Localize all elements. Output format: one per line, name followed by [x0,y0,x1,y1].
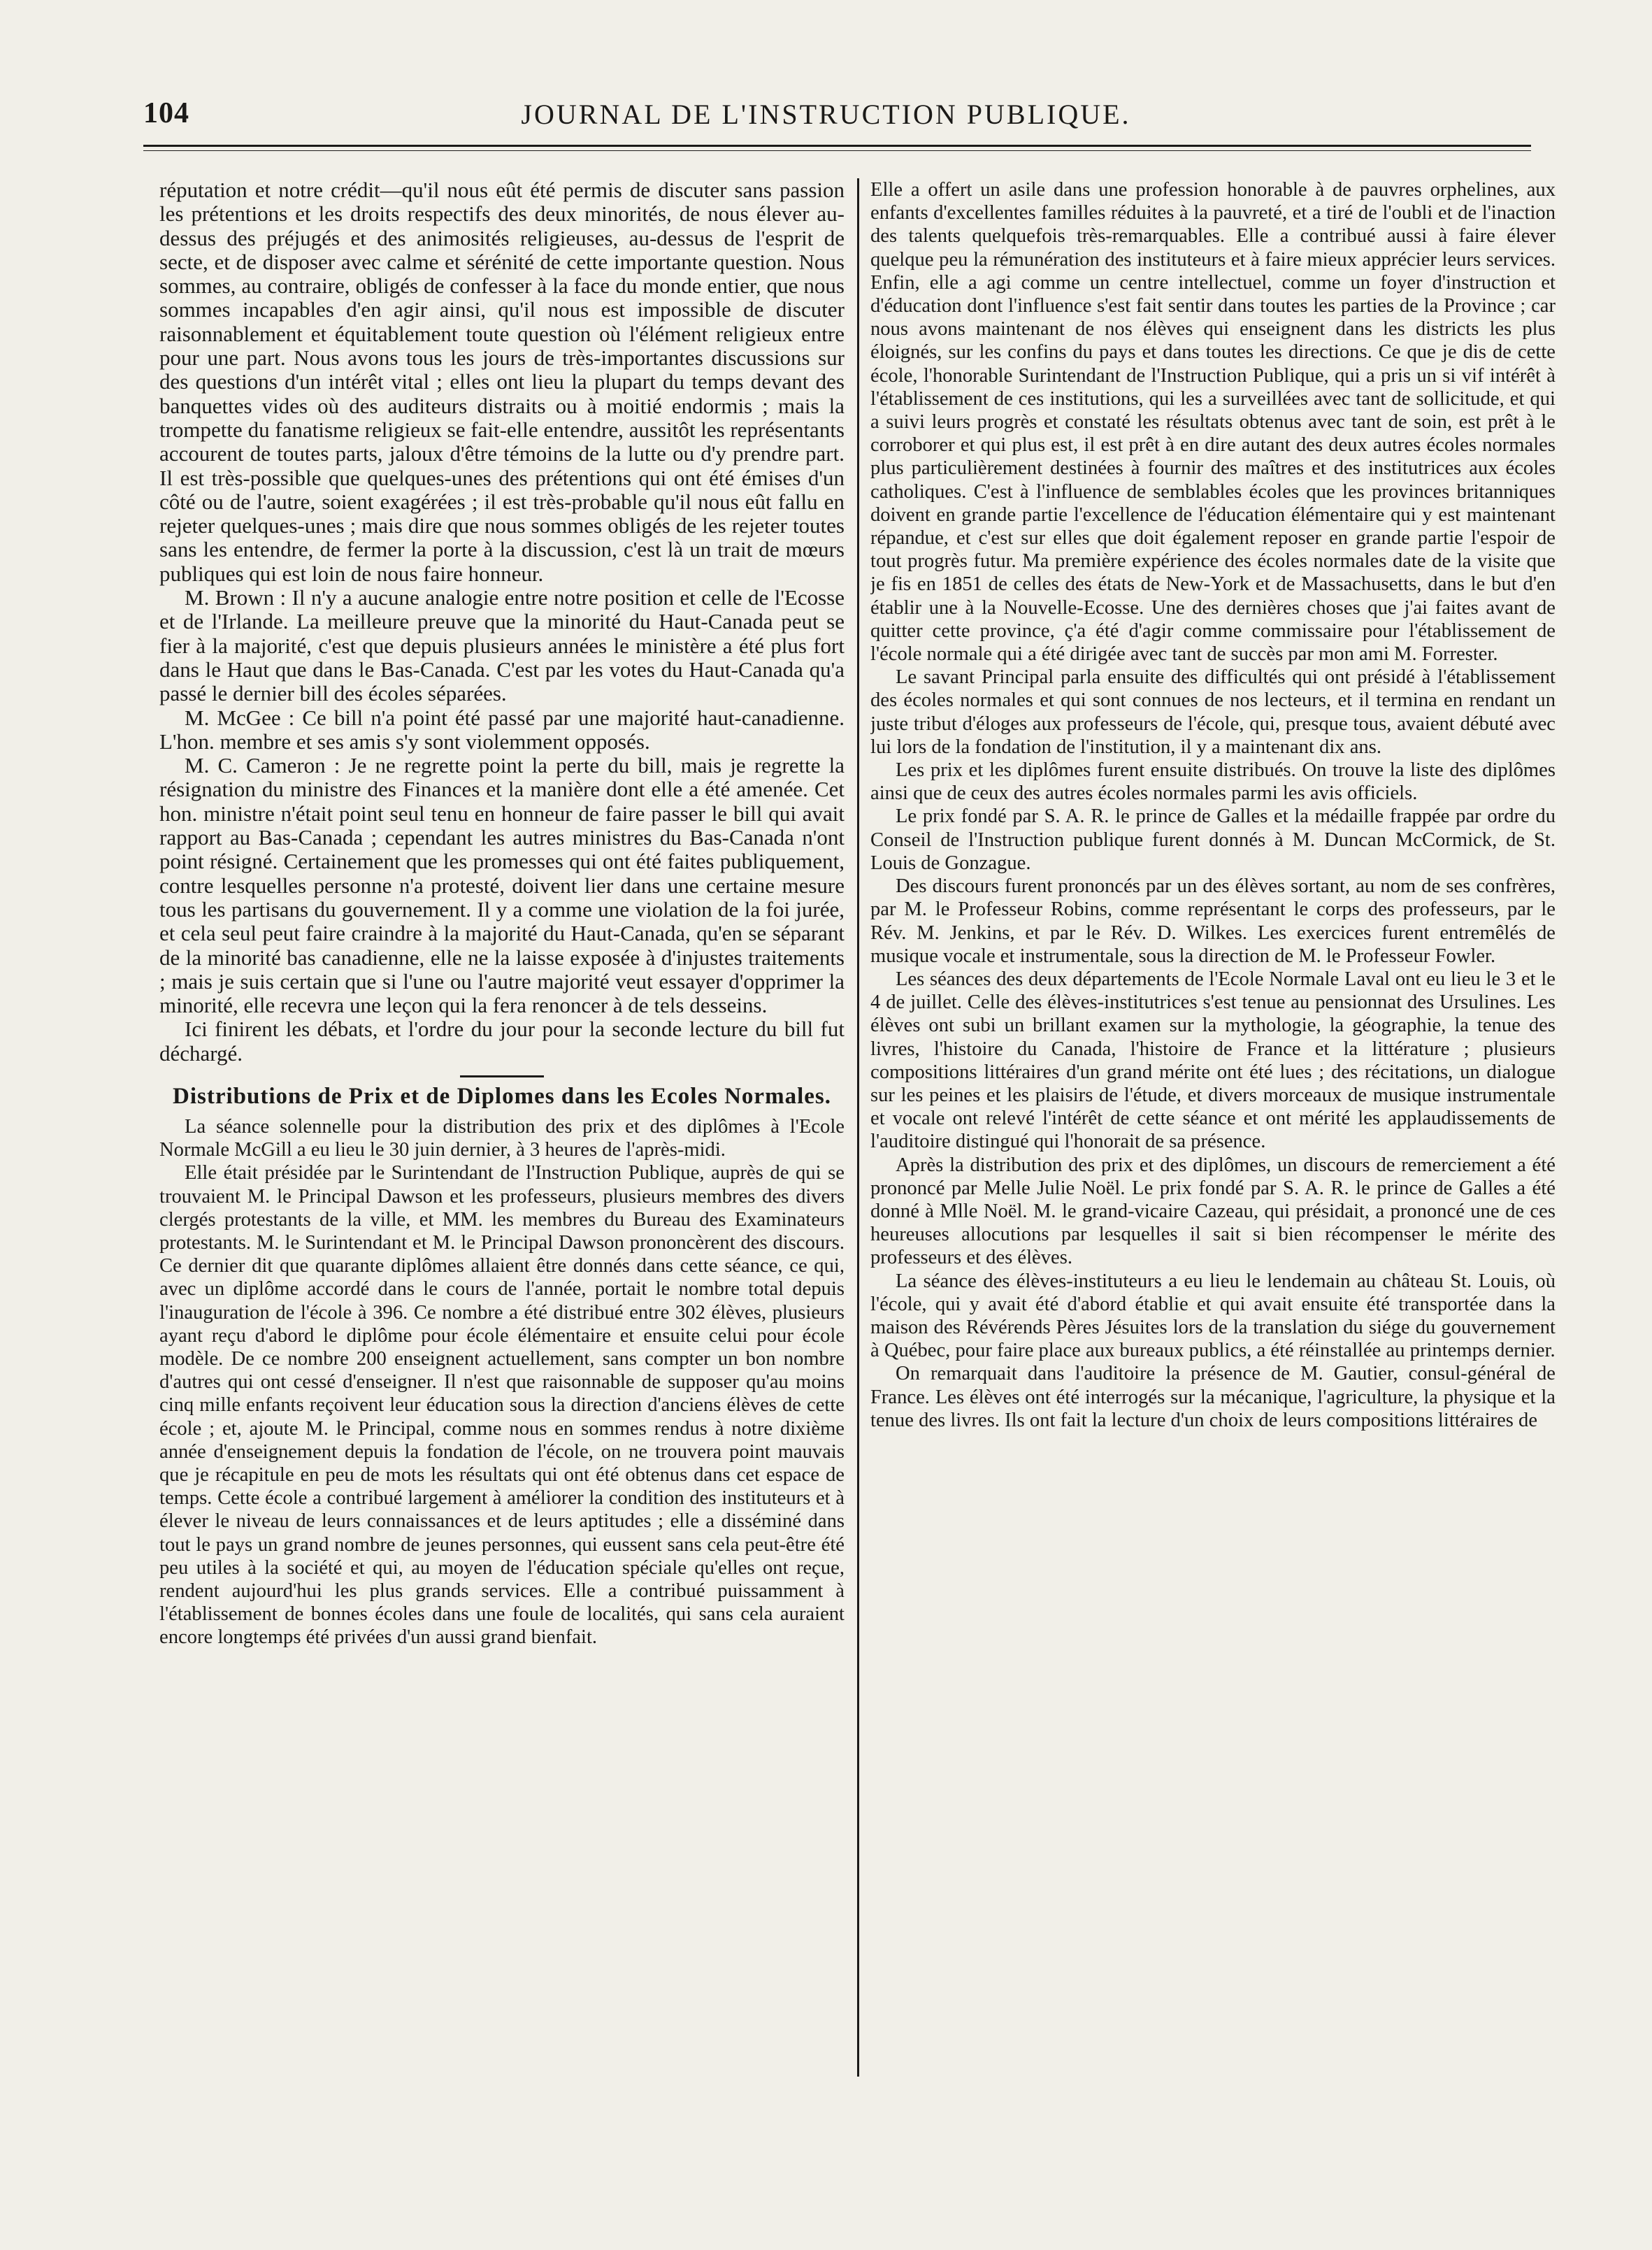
paragraph: Le savant Principal parla ensuite des difficultés qui ont présidé à l'établissement des écoles normales et qui sont connues de nos lecteurs, et il termina en rendant un juste tribut d'éloges aux professeurs de l'école, qui, presque tous, avaient débuté avec lui lors de la fondation de l'institution, il y a maintenant dix ans. [870,666,1556,758]
paragraph: La séance solennelle pour la distribution des prix et des diplômes à l'Ecole Normale McGill a eu lieu le 30 juin dernier, à 3 heures de l'après-midi. [159,1115,845,1161]
paragraph: Des discours furent prononcés par un des élèves sortant, au nom de ses confrères, par M. le Professeur Robins, comme représentant le corps des professeurs, par le Rév. M. Jenkins, et par le Rév. D. Wilkes. Les exercices furent entremêlés de musique vocale et instrumentale, sous la direction de M. le Professeur Fowler. [870,875,1556,967]
left-column [159,178,845,2133]
column-divider [857,178,859,2077]
header-rule-thin [143,150,1531,151]
paragraph: M. C. Cameron : Je ne regrette point la perte du bill, mais je regrette la résignation du ministre des Finances et la manière dont elle a été amenée. Cet hon. ministre n'était point seul tenu en honneur de faire passer le bill qui avait rapport au Bas-Canada ; cependant les autres ministres du Bas-Canada n'ont point résigné. Certainement que les promesses qui ont été faites publiquement, contre lesquelles personne n'a protesté, doivent lier dans une certaine mesure tous les partisans du gouvernement. Il y a comme une violation de la foi jurée, et cela seul peut faire craindre à la majorité du Haut-Canada, qu'en se séparant de la minorité bas canadienne, elle ne la laisse exposée à d'injustes traitements ; mais je suis certain que si l'une ou l'autre majorité veut essayer d'opprimer la minorité, elle recevra une leçon qui la fera renoncer à de tels desseins. [159,753,845,1018]
paragraph: On remarquait dans l'auditoire la présence de M. Gautier, consul-général de France. Les élèves ont été interrogés sur la mécanique, l'agriculture, la physique et la tenue des livres. Ils ont fait la lecture d'un choix de leurs compositions littéraires de [870,1363,1556,1431]
paragraph: La séance des élèves-instituteurs a eu lieu le lendemain au château St. Louis, où l'école, qui y avait été d'abord établie et qui avait ensuite été transportée dans la maison des Révérends Pères Jésuites lors de la translation du siége du gouvernement à Québec, pour faire place aux bureaux publics, a été réinstallée au printemps dernier. [870,1270,1556,1362]
debate-section [159,178,845,1066]
paragraph: M. McGee : Ce bill n'a point été passé par une majorité haut-canadienne. L'hon. membre et ses amis s'y sont violemment opposés. [159,705,845,754]
section-divider [460,1075,544,1077]
paragraph: M. Brown : Il n'y a aucune analogie entre notre position et celle de l'Ecosse et de l'Irlande. La meilleure preuve que la minorité du Haut-Canada peut se fier à la majorité, c'est que depuis plusieurs années le ministère a été plus fort dans le Haut que dans le Bas-Canada. C'est par les votes du Haut-Canada qu'a passé le dernier bill des écoles séparées. [159,585,845,706]
section-title: Distributions de Prix et de Diplomes dans les Ecoles Normales. [173,1083,831,1109]
header-rule [143,145,1531,147]
running-head: JOURNAL DE L'INSTRUCTION PUBLIQUE. [521,99,1131,130]
right-column [870,178,1556,2133]
paragraph: Les prix et les diplômes furent ensuite distribués. On trouve la liste des diplômes ainsi que de ceux des autres écoles normales parmi les avis officiels. [870,759,1556,805]
page-number: 104 [143,97,189,129]
paragraph: Elle était présidée par le Surintendant de l'Instruction Publique, auprès de qui se trouvaient M. le Principal Dawson et les professeurs, plusieurs membres des divers clergés protestants de la ville, et MM. les membres du Bureau des Examinateurs protestants. M. le Surintendant et M. le Principal Dawson prononcèrent des discours. Ce dernier dit que quarante diplômes allaient être donnés dans cette séance, ce qui, avec un diplôme accordé dans le cours de l'année, portait le nombre total depuis l'inauguration de l'école à 396. Ce nombre a été distribué entre 302 élèves, plusieurs ayant reçu d'abord le diplôme pour école élémentaire et ensuite celui pour école modèle. De ce nombre 200 enseignent actuellement, sans compter un bon nombre d'autres qui ont cessé d'enseigner. Il n'est que raisonnable de supposer qu'au moins cinq mille enfants reçoivent leur éducation sous la direction d'anciens élèves de cette école ; et, ajoute M. le Principal, comme nous en sommes rendus à notre dixième année d'enseignement depuis la fondation de l'école, on ne trouvera point mauvais que je récapitule en peu de mots les résultats qui ont été obtenus dans cet espace de temps. Cette école a contribué largement à améliorer la condition des instituteurs et à élever le niveau de leurs connaissances et de leurs aptitudes ; elle a disséminé dans tout le pays un grand nombre de jeunes personnes, qui eussent sans cela peut-être été peu utiles à la société et qui, au moyen de l'éducation spéciale qu'elles ont reçue, rendent aujourd'hui les plus grands services. Elle a contribué puissamment à l'établissement de bonnes écoles dans une foule de localités, qui sans cela auraient encore longtemps été privées d'un aussi grand bienfait. [159,1162,845,1649]
paragraph: Ici finirent les débats, et l'ordre du jour pour la seconde lecture du bill fut déchargé. [159,1017,845,1066]
paragraph: Elle a offert un asile dans une profession honorable à de pauvres orphelines, aux enfants d'excellentes familles réduites à la pauvreté, et a tiré de l'oubli et de l'inaction des talents quelquefois très-remarquables. Elle a contribué aussi à faire élever quelque peu la rémunération des instituteurs et à faire mieux apprécier leurs services. Enfin, elle a agi comme un centre intellectuel, comme un foyer d'instruction et d'éducation dont l'influence s'est fait sentir dans toutes les parties de la Province ; car nous avons maintenant de nos élèves qui enseignent dans les districts les plus éloignés, sur les confins du pays et dans toutes les directions. Ce que je dis de cette école, l'honorable Surintendant de l'Instruction Publique, qui a pris un si vif intérêt à l'établissement de ces institutions, qui les a surveillées avec tant de sollicitude, et qui a suivi leurs progrès et constaté les résultats obtenus avec tant de soin, est prêt à le corroborer et qui plus est, il est prêt à en dire autant des deux autres écoles normales plus particulièrement destinées à fournir des maîtres et des institutrices aux écoles catholiques. C'est à l'influence de semblables écoles que les provinces britanniques doivent en grande partie l'excellence de l'éducation élémentaire qui y est maintenant répandue, et c'est sur elles que doit également reposer en grande partie l'espoir de tout progrès futur. Ma première expérience des écoles normales date de la visite que je fis en 1851 de celles des états de New-York et de Massachusetts, dans le but d'en établir une à la Nouvelle-Ecosse. Une des dernières choses que j'ai faites avant de quitter cette province, ç'a été d'agir comme commissaire pour l'établissement de l'école normale qui a été dirigée avec tant de succès par mon ami M. Forrester. [870,179,1556,666]
paragraph: réputation et notre crédit—qu'il nous eût été permis de discuter sans passion les prétentions et les droits respectifs des deux minorités, de nous élever au-dessus des préjugés et des animosités religieuses, au-dessus de l'esprit de secte, et de disposer avec calme et sérénité de cette importante question. Nous sommes, au contraire, obligés de confesser à la face du monde entier, que nous sommes incapables d'en agir ainsi, qu'il nous est impossible de discuter raisonnablement et équitablement toute question où l'élément religieux entre pour une part. Nous avons tous les jours de très-importantes discussions sur des questions d'un intérêt vital ; elles ont lieu la plupart du temps devant des banquettes vides où des auditeurs distraits ou à moitié endormis ; mais la trompette du fanatisme religieux se fait-elle entendre, aussitôt les représentants accourent de toutes parts, jaloux d'être témoins de la lutte ou d'y prendre part. Il est très-possible que quelques-unes des prétentions qui ont été émises d'un côté ou de l'autre, soient exagérées ; il est très-probable qu'il nous eût fallu en rejeter quelques-unes ; mais dire que nous sommes obligés de les rejeter toutes sans les entendre, de fermer la porte à la discussion, c'est là un trait de mœurs publiques qui est loin de nous faire honneur. [159,178,845,586]
paragraph: Les séances des deux départements de l'Ecole Normale Laval ont eu lieu le 3 et le 4 de juillet. Celle des élèves-institutrices s'est tenue au pensionnat des Ursulines. Les élèves ont subi un brillant examen sur la mythologie, la géographie, la tenue des livres, l'histoire du Canada, l'histoire de France et la littérature ; plusieurs compositions littéraires d'un grand mérite ont été lues ; des récitations, un dialogue sur les peines et les plaisirs de l'étude, et divers morceaux de musique instrumentale et vocale ont relevé l'intérêt de cette séance et ont mérité les applaudissements de l'auditoire distingué qui l'honorait de sa présence. [870,968,1556,1153]
paragraph: Le prix fondé par S. A. R. le prince de Galles et la médaille frappée par ordre du Conseil de l'Instruction publique furent donnés à M. Duncan McCormick, de St. Louis de Gonzague. [870,805,1556,874]
paragraph: Après la distribution des prix et des diplômes, un discours de remerciement a été prononcé par Melle Julie Noël. Le prix fondé par S. A. R. le prince de Galles a été donné à Mlle Noël. M. le grand-vicaire Cazeau, qui présidait, a prononcé une de ces heureuses allocutions par lesquelles il sait si bien récompenser le mérite des professeurs et des élèves. [870,1154,1556,1269]
